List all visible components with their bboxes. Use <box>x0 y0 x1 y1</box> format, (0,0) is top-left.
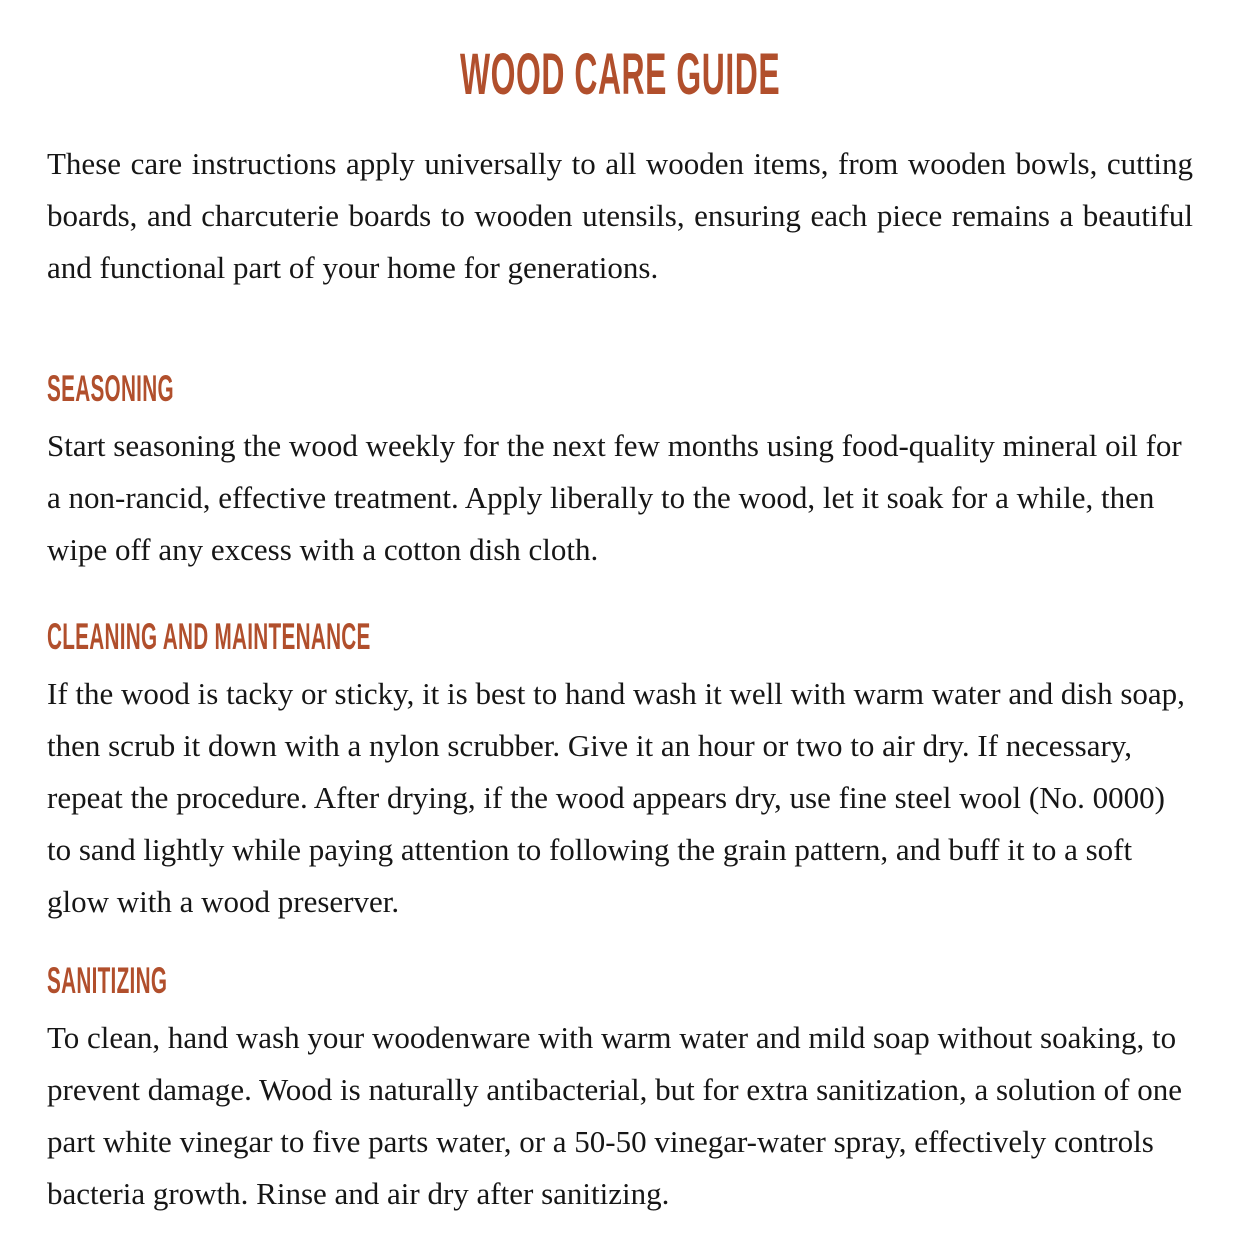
intro-paragraph: These care instructions apply universally to all wooden items, from wooden bowls, cutting boards, and charcuterie boards to wooden utensils, ensuring each piece remains a beautiful and functional part of your home for generations. <box>47 146 1193 285</box>
page-title <box>47 42 1193 107</box>
page-title-text: WOOD CARE GUIDE <box>459 42 781 107</box>
section-body-cleaning: If the wood is tacky or sticky, it is best to hand wash it well with warm water and dish soap, then scrub it down with a nylon scrubber. Give it an hour or two to air dry. If necessary, repeat the procedure. After drying, if the wood appears dry, use fine steel wool (No. 0000) to sand lightly while paying attention to following the grain pattern, and buff it to a soft glow with a wood preserver. <box>47 676 1185 919</box>
section-body-seasoning: Start seasoning the wood weekly for the next few months using food-quality mineral oil for a non-rancid, effective treatment. Apply liberally to the wood, let it soak for a while, then wipe off any excess with a cotton dish cloth. <box>47 428 1182 567</box>
section-cleaning-and-maintenance <box>47 618 1193 928</box>
section-heading-seasoning-text: SEASONING <box>47 368 174 409</box>
section-body-sanitizing: To clean, hand wash your woodenware with warm water and mild soap without soaking, to prevent damage. Wood is naturally antibacterial, but for extra sanitization, a solution of one part white vinegar to five parts water, or a 50-50 vinegar-water spray, effectively controls bacteria growth. Rinse and air dry after sanitizing. <box>47 1020 1182 1211</box>
section-seasoning <box>47 370 1193 576</box>
section-heading-cleaning-text: CLEANING AND MAINTENANCE <box>47 616 371 657</box>
section-heading-cleaning <box>47 618 1193 656</box>
section-sanitizing <box>47 962 1193 1220</box>
section-heading-seasoning <box>47 370 1193 408</box>
section-heading-sanitizing-text: SANITIZING <box>47 960 168 1001</box>
section-heading-sanitizing <box>47 962 1193 1000</box>
